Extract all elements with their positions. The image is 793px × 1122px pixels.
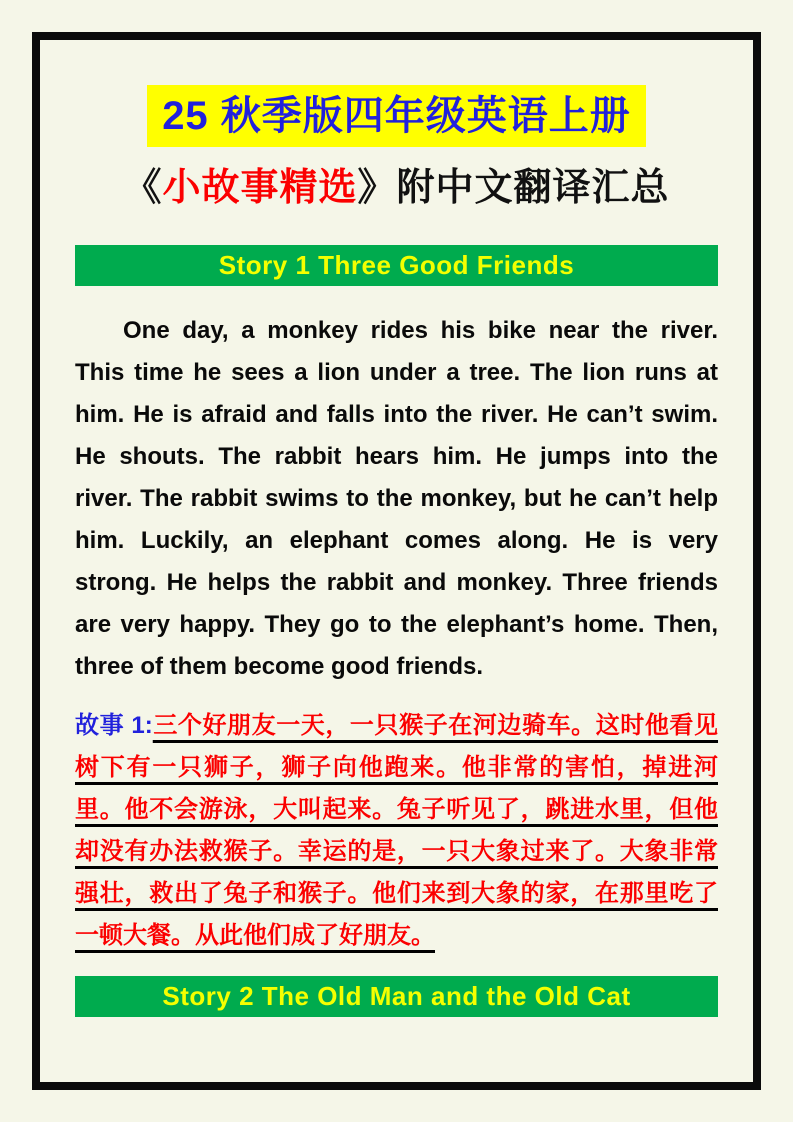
subtitle-bracket-open: 《: [123, 167, 163, 209]
story1-banner: [75, 245, 718, 286]
story1-translation-label: 故事 1:: [75, 712, 153, 739]
story1-english-paragraph: One day, a monkey rides his bike near the river. This time he sees a lion under a tree. The lion runs at him. He is afraid and falls into the river. He can’t swim. He shouts. The rabbit hears him. He jumps into the river. The rabbit swims to the monkey, but he can’t help him. Luckily, an elephant comes along. He is very strong. He helps the rabbit and monkey. Three friends are very happy. They go to the elephant’s home. Then, three of them become good friends.: [75, 317, 718, 680]
page-subtitle: [75, 160, 718, 216]
page-border-frame: [32, 32, 761, 1090]
story2-banner: [75, 976, 718, 1017]
story1-translation-text: 三个好朋友一天，一只猴子在河边骑车。这时他看见树下有一只狮子，狮子向他跑来。他非常的害怕，掉进河里。他不会游泳，大叫起来。兔子听见了，跳进水里，但他却没有办法救猴子。幸运的是，一只大象过来了。大象非常强壮，救出了兔子和猴子。他们来到大象的家，在那里吃了一顿大餐。从此他们成了好朋友。: [75, 712, 719, 949]
subtitle-bracket-close: 》: [357, 167, 397, 209]
story1-banner-label: Story 1 Three Good Friends: [218, 250, 575, 280]
story1-translation-paragraph: [75, 705, 718, 957]
page-title: 25 秋季版四年级英语上册: [147, 85, 646, 147]
subtitle-rest-text: 附中文翻译汇总: [396, 167, 670, 209]
subtitle-highlight-text: 小故事精选: [162, 167, 358, 209]
title-row: [75, 85, 718, 147]
story2-banner-label: Story 2 The Old Man and the Old Cat: [162, 981, 631, 1011]
